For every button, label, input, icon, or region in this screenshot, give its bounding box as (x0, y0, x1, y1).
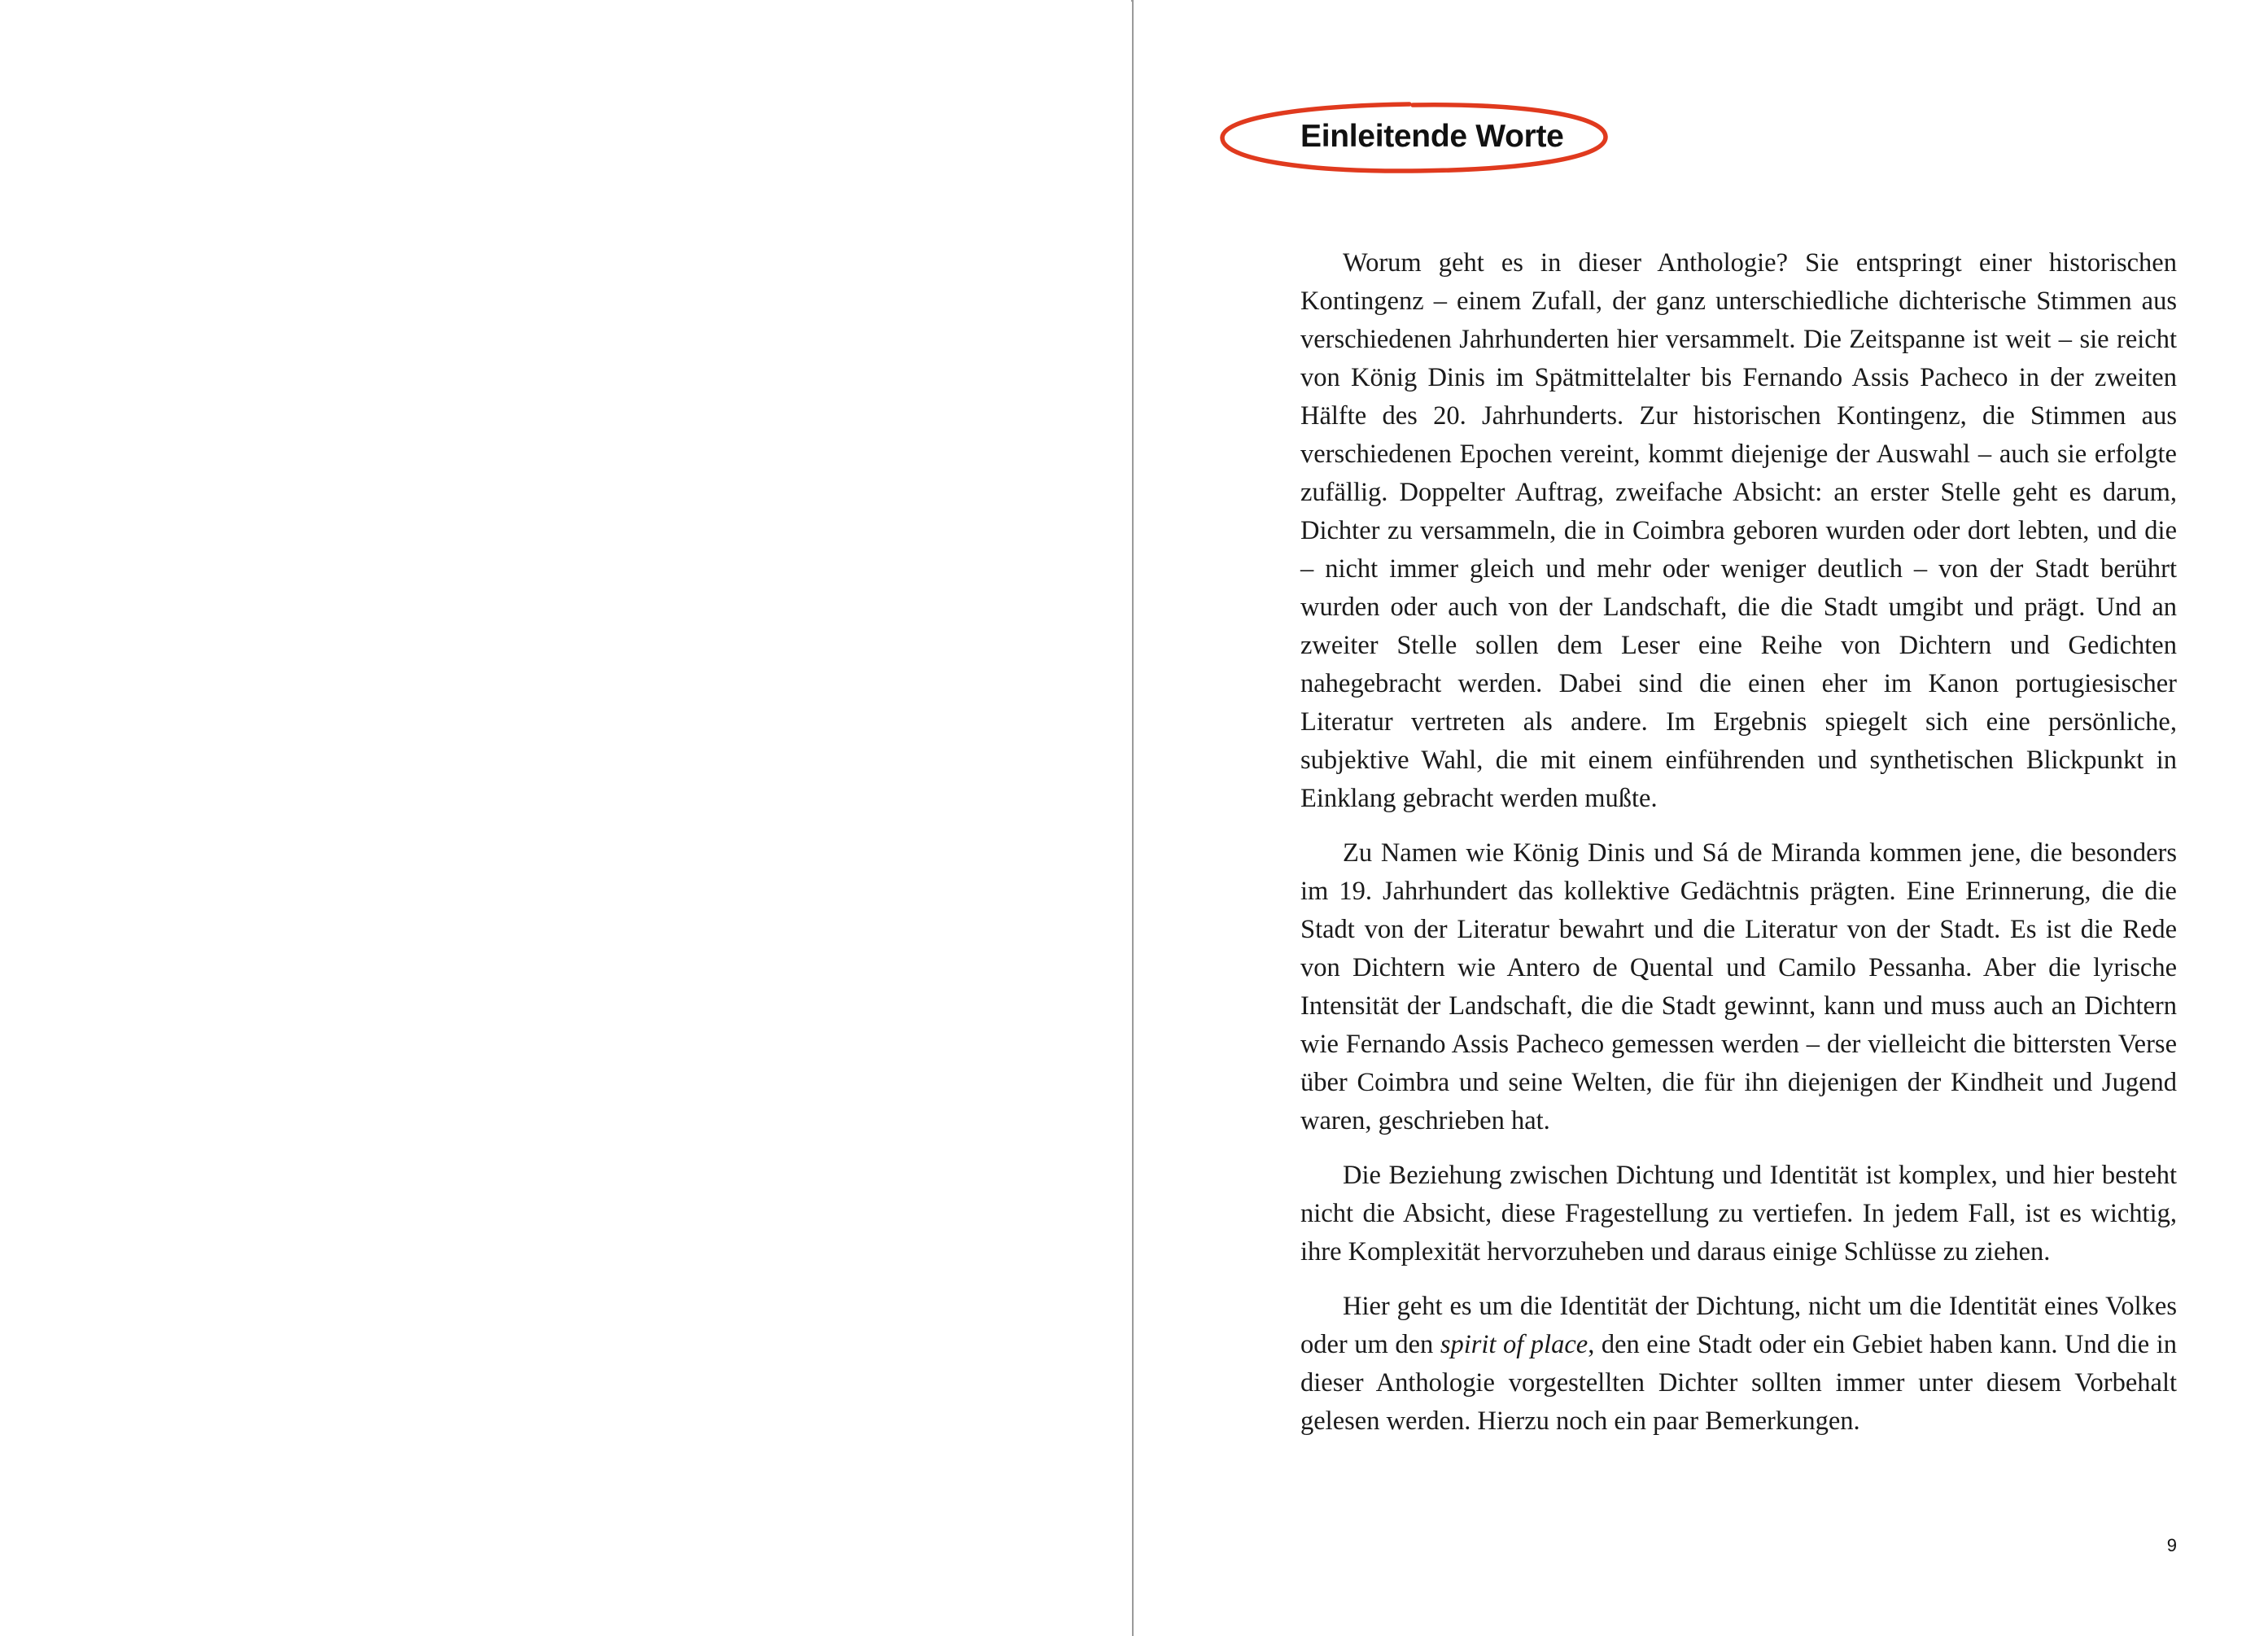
chapter-title: Einleitende Worte (1300, 119, 1564, 154)
paragraph-4-start: Hier geht es um die Identität der Dichtung, nicht um die Identität eines Volkes oder um den (1300, 1292, 2177, 1359)
paragraph-1: Worum geht es in dieser Anthologie? Sie entspringt einer historischen Kontingenz – einem Zufall, der ganz unterschiedliche dichterische Stimmen aus verschiedenen Jahrhunderten hier versammelt. Die Zeitspanne ist weit – sie reicht von König Dinis im Spätmittelalter bis Fernando Assis Pacheco in der zweiten Hälfte des 20. Jahrhunderts. Zur historischen Kontingenz, die Stimmen aus verschiedenen Epochen vereint, kommt diejenige der Auswahl – auch sie erfolgte zufällig. Doppelter Auftrag, zweifache Absicht: an erster Stelle geht es darum, Dichter zu versammeln, die in Coimbra geboren wurden oder dort lebten, und die – nicht immer gleich und mehr oder weniger deutlich – von der Stadt berührt wurden oder auch von der Landschaft, die die Stadt umgibt und prägt. Und an zweiter Stelle sollen dem Leser eine Reihe von Dichtern und Gedichten nahegebracht werden. Dabei sind die einen eher im Kanon portugiesischer Literatur vertreten als andere. Im Ergebnis spiegelt sich eine persönliche, subjektive Wahl, die mit einem einführenden und synthetischen Blickpunkt in Einklang gebracht werden mußte. (1300, 248, 2177, 813)
chapter-heading-block (1217, 100, 1610, 175)
paragraph-2: Zu Namen wie König Dinis und Sá de Miranda kommen jene, die besonders im 19. Jahrhundert das kollektive Gedächtnis prägten. Eine Erinnerung, die die Stadt von der Literatur bewahrt und die Literatur von der Stadt. Es ist die Rede von Dichtern wie Antero de Quental und Camilo Pessanha. Aber die lyrische Intensität der Landschaft, die die Stadt gewinnt, kann und muss auch an Dichtern wie Fernando Assis Pacheco gemessen werden – der vielleicht die bittersten Verse über Coimbra und seine Welten, die für ihn diejenigen der Kindheit und Jugend waren, geschrieben hat. (1300, 838, 2177, 1135)
paragraph-4-emphasis: spirit of place (1440, 1330, 1588, 1359)
paragraph-4 (1300, 1288, 2177, 1441)
body-text (1300, 244, 2177, 1457)
paragraph-4-end: , den eine Stadt oder ein Gebiet haben kann. Und die in dieser Anthologie vorgestellten Dichter sollten immer unter diesem Vorbehalt gelesen werden. Hierzu noch ein paar Bemerkungen. (1300, 1330, 2177, 1436)
paragraph-3: Die Beziehung zwischen Dichtung und Identität ist komplex, und hier besteht nicht die Absicht, diese Fragestellung zu vertiefen. In jedem Fall, ist es wichtig, ihre Komplexität hervorzuheben und daraus einige Schlüsse zu ziehen. (1300, 1161, 2177, 1266)
left-page-blank (0, 0, 1131, 1636)
page-number: 9 (2166, 1535, 2177, 1555)
